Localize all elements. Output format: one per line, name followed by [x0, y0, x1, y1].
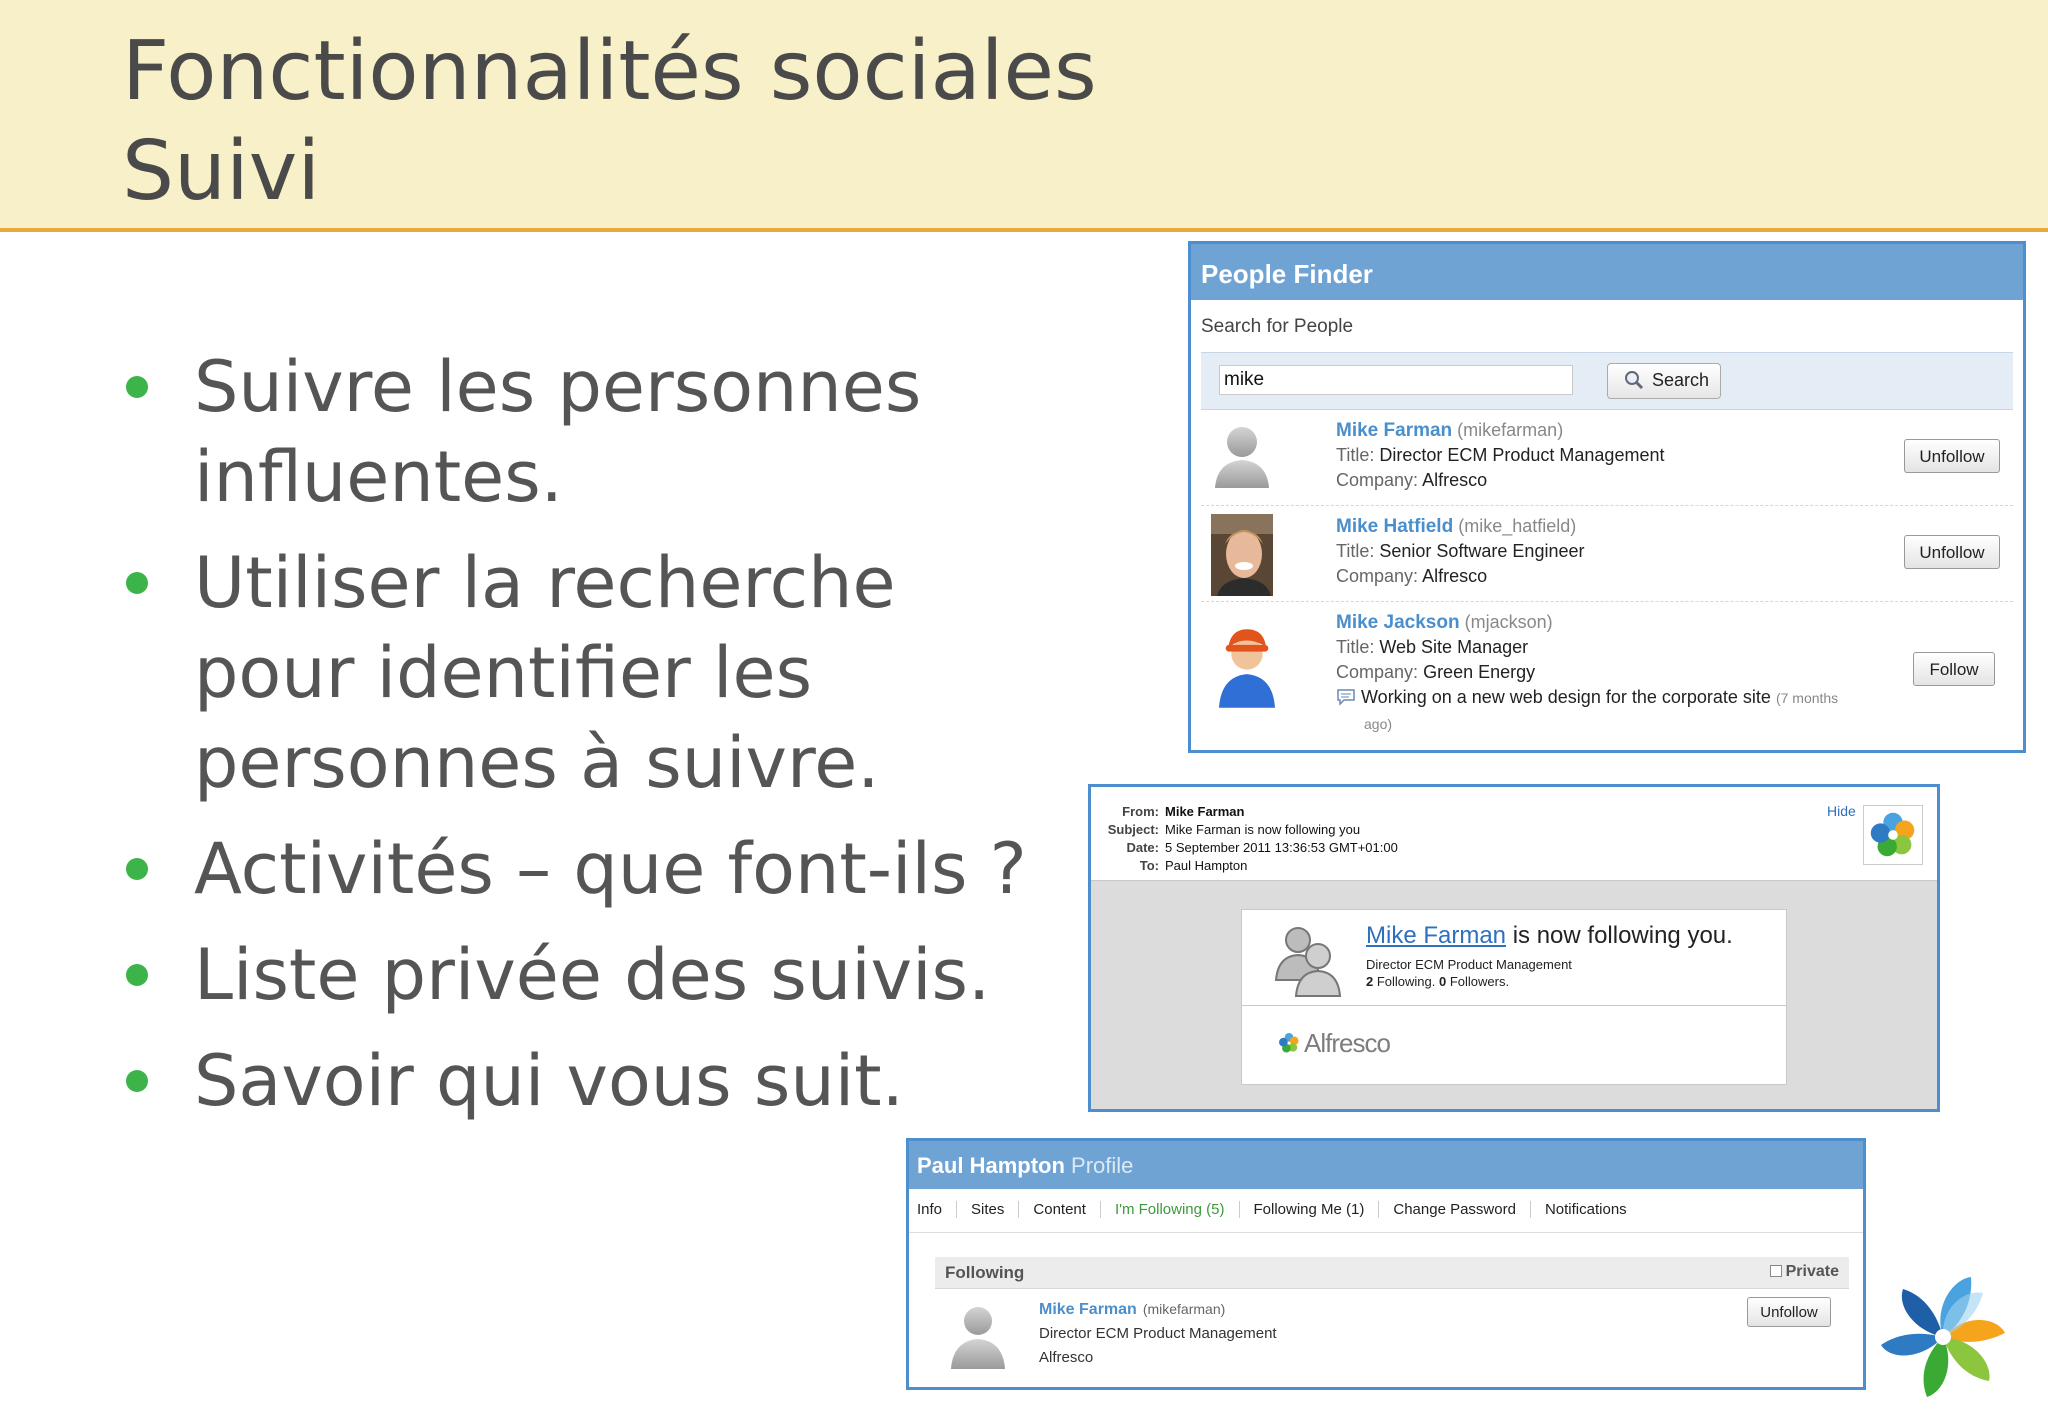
bullet-text: influentes.: [194, 436, 563, 518]
title-label: Title:: [1336, 541, 1375, 561]
notification-text: [1366, 922, 1733, 990]
private-label: Private: [1785, 1263, 1839, 1280]
default-avatar-icon: [1211, 418, 1273, 500]
list-item: [935, 1289, 1849, 1385]
person-company: Alfresco: [1422, 470, 1488, 490]
bullet-item: [120, 930, 1080, 1020]
user-avatar-icon: [1211, 618, 1283, 710]
hide-link[interactable]: Hide: [1827, 803, 1856, 819]
search-for-people-label: Search for People: [1201, 316, 1354, 337]
company-label: Company:: [1336, 566, 1419, 586]
followed-person-name-link[interactable]: Mike Farman: [1039, 1301, 1137, 1318]
bullet-dot-icon: [126, 572, 148, 594]
date-label: Date:: [1126, 840, 1159, 855]
people-result-info: [1336, 610, 1838, 737]
people-result-info: [1336, 418, 1664, 493]
bullet-item: [120, 1036, 1080, 1126]
person-photo-avatar: [1211, 514, 1273, 596]
to-value: Paul Hampton: [1165, 858, 1248, 873]
follower-title: Director ECM Product Management: [1366, 957, 1572, 972]
follower-name-link[interactable]: Mike Farman: [1366, 922, 1507, 949]
profile-owner-name: Paul Hampton: [917, 1153, 1065, 1178]
email-footer: [1242, 1006, 1786, 1084]
bullet-item: [120, 538, 1080, 808]
bullet-text: Activités – que font-ils ?: [194, 828, 1027, 910]
users-icon: [1272, 920, 1346, 1000]
status-text: Working on a new web design for the corporate site: [1361, 687, 1771, 707]
person-name-link[interactable]: Mike Hatfield: [1336, 516, 1454, 537]
slide-title-line1: Fonctionnalités sociales: [122, 24, 1097, 119]
tab-im-following[interactable]: I'm Following (5): [1115, 1201, 1240, 1218]
bullet-dot-icon: [126, 858, 148, 880]
followed-person-info: [1039, 1297, 1277, 1370]
magnifier-icon: [1624, 370, 1644, 390]
tab-sites[interactable]: Sites: [971, 1201, 1019, 1218]
bullet-text: Suivre les personnes: [194, 346, 922, 428]
title-label: Title:: [1336, 637, 1375, 657]
following-header-label: Following: [945, 1263, 1025, 1282]
bullet-text: Utiliser la recherche: [194, 542, 896, 624]
company-label: Company:: [1336, 662, 1419, 682]
from-label: From:: [1122, 804, 1159, 819]
follow-notification-card: [1241, 909, 1787, 1085]
bullet-dot-icon: [126, 964, 148, 986]
people-finder-title: People Finder: [1191, 244, 2023, 300]
speech-bubble-icon: [1336, 688, 1356, 706]
people-result-info: [1336, 514, 1584, 589]
followed-person-title: Director ECM Product Management: [1039, 1325, 1277, 1342]
bullet-dot-icon: [126, 1070, 148, 1092]
email-meta: [1101, 803, 1398, 875]
following-header: [935, 1257, 1849, 1289]
checkbox-icon[interactable]: [1770, 1265, 1782, 1277]
tab-change-password[interactable]: Change Password: [1393, 1201, 1531, 1218]
alfresco-logo-icon: [1863, 805, 1923, 865]
alfresco-logo-icon: [1876, 1270, 2010, 1404]
people-result-row: [1201, 602, 2013, 742]
bullet-item: [120, 824, 1080, 914]
search-button[interactable]: [1607, 363, 1721, 399]
tab-notifications[interactable]: Notifications: [1544, 1201, 1627, 1218]
following-list: [935, 1257, 1849, 1387]
tab-following-me[interactable]: Following Me (1): [1254, 1201, 1380, 1218]
profile-title: [909, 1141, 1863, 1189]
date-value: 5 September 2011 13:36:53 GMT+01:00: [1165, 840, 1398, 855]
title-label: Title:: [1336, 445, 1375, 465]
people-result-row: [1201, 410, 2013, 506]
person-status: [1336, 685, 1838, 711]
default-avatar-icon: [947, 1299, 1009, 1377]
person-username: (mjackson): [1464, 612, 1553, 632]
tab-info[interactable]: Info: [917, 1201, 957, 1218]
people-search-input[interactable]: [1219, 365, 1573, 395]
status-time: (7 months: [1775, 690, 1839, 706]
person-username: (mikefarman): [1457, 420, 1564, 440]
slide-title: [122, 22, 1097, 222]
people-finder-panel: [1188, 241, 2026, 753]
person-title: Senior Software Engineer: [1379, 541, 1585, 561]
following-label: Following.: [1373, 974, 1439, 989]
person-username: (mike_hatfield): [1458, 516, 1577, 536]
person-title: Web Site Manager: [1379, 637, 1529, 657]
slide-header: [0, 0, 2048, 232]
profile-title-suffix: Profile: [1064, 1153, 1134, 1178]
search-button-label: Search: [1652, 370, 1710, 390]
followers-label: Followers.: [1446, 974, 1510, 989]
profile-panel: [906, 1138, 1866, 1390]
people-result-row: [1201, 506, 2013, 602]
bullet-text: Liste privée des suivis.: [194, 934, 991, 1016]
alfresco-brand-text: Alfresco: [1304, 1028, 1390, 1058]
bullet-text: personnes à suivre.: [194, 722, 880, 804]
notification-message: is now following you.: [1506, 922, 1733, 949]
following-count: 2: [1366, 974, 1374, 989]
to-label: To:: [1139, 858, 1159, 873]
person-name-link[interactable]: Mike Jackson: [1336, 612, 1460, 633]
subject-value: Mike Farman is now following you: [1165, 822, 1361, 837]
followed-person-company: Alfresco: [1039, 1349, 1094, 1366]
alfresco-flower-icon: [1276, 1030, 1302, 1056]
people-search-bar: [1201, 352, 2013, 410]
tab-content[interactable]: Content: [1033, 1201, 1101, 1218]
bullet-list: [120, 342, 1080, 1142]
person-company: Alfresco: [1422, 566, 1488, 586]
bullet-dot-icon: [126, 376, 148, 398]
bullet-item: [120, 342, 1080, 522]
notification-body: [1242, 910, 1786, 1006]
followed-person-username: (mikefarman): [1142, 1301, 1226, 1317]
alfresco-brand: [1276, 1028, 1390, 1059]
email-notification-panel: [1088, 784, 1940, 1112]
unfollow-button[interactable]: Unfollow: [1904, 439, 2000, 473]
bullet-text: pour identifier les: [194, 632, 813, 714]
email-header: [1091, 787, 1937, 881]
slide-title-line2: Suivi: [122, 124, 321, 219]
private-checkbox[interactable]: [1770, 1263, 1839, 1281]
bullet-text: Savoir qui vous suit.: [194, 1040, 904, 1122]
from-value: Mike Farman: [1165, 804, 1245, 819]
follow-button[interactable]: Follow: [1913, 652, 1995, 686]
company-label: Company:: [1336, 470, 1419, 490]
profile-tabs: [909, 1189, 1863, 1233]
followers-count: 0: [1438, 974, 1447, 989]
status-time-cont: ago): [1364, 716, 1393, 732]
subject-label: Subject:: [1107, 822, 1159, 837]
person-name-link[interactable]: Mike Farman: [1336, 420, 1453, 441]
person-title: Director ECM Product Management: [1379, 445, 1665, 465]
unfollow-button[interactable]: Unfollow: [1747, 1297, 1831, 1327]
person-company: Green Energy: [1423, 662, 1536, 682]
follower-counts: [1366, 973, 1733, 990]
unfollow-button[interactable]: Unfollow: [1904, 535, 2000, 569]
